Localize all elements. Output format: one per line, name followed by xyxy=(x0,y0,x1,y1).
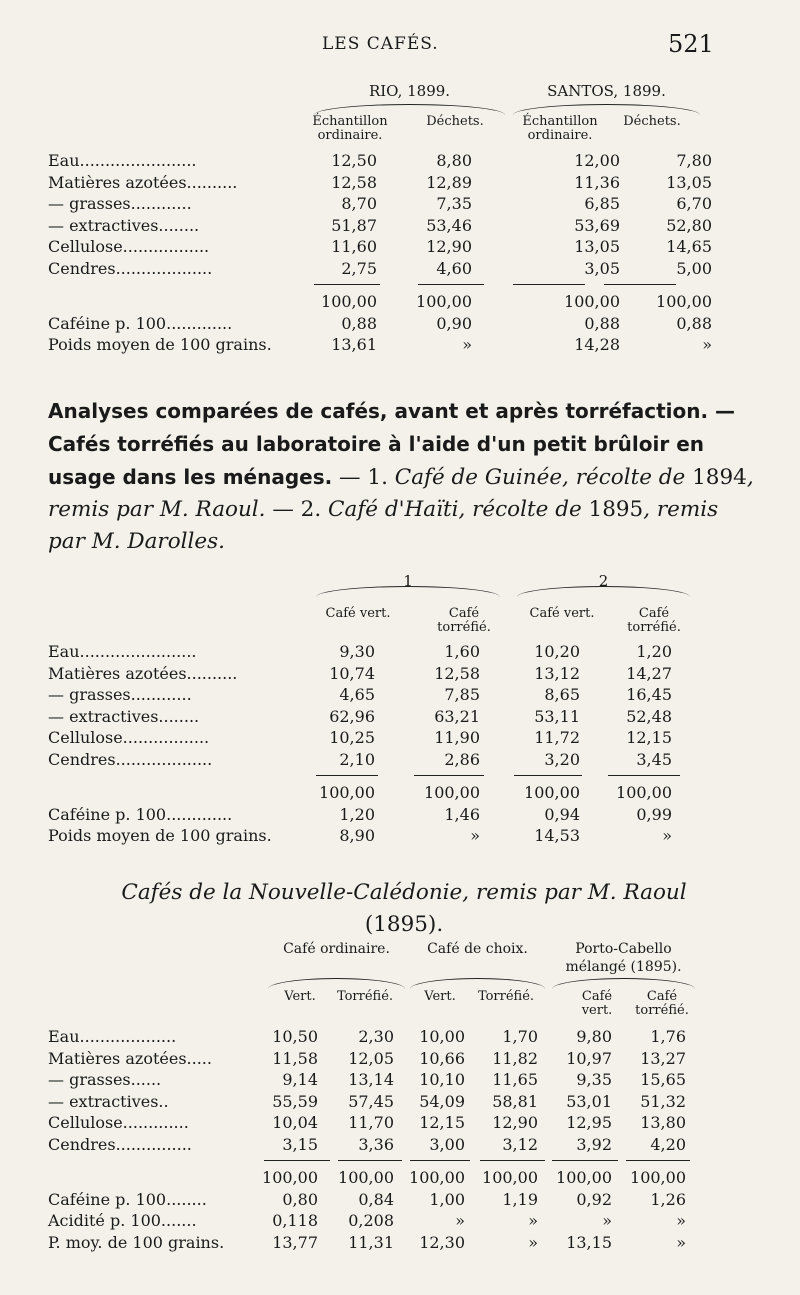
heading-number-2: — 2. xyxy=(265,497,329,522)
table-row xyxy=(0,259,800,279)
table-cell: 11,58 xyxy=(272,1048,318,1068)
table-cell: 10,97 xyxy=(566,1048,612,1068)
extra-row xyxy=(0,1233,800,1253)
heading-number-1: — 1. xyxy=(332,465,395,490)
column-header: Torréfié. xyxy=(336,989,394,1004)
sum-rule xyxy=(316,775,378,776)
table-cell: 2,30 xyxy=(358,1027,394,1046)
table-cell: 12,30 xyxy=(419,1232,465,1252)
table-cell: 2,10 xyxy=(339,749,375,769)
table-cell: 13,05 xyxy=(666,172,712,192)
page-number: 521 xyxy=(668,30,714,58)
sum-rule xyxy=(314,284,380,285)
table-cell: 1,19 xyxy=(502,1189,538,1209)
table-cell: 13,15 xyxy=(566,1232,612,1252)
table-cell: 12,15 xyxy=(626,728,672,747)
heading-italic-1: Café de Guinée, récolte de xyxy=(394,465,693,490)
table-cell: 0,99 xyxy=(636,804,672,824)
table-cell: 100,00 xyxy=(338,1168,394,1187)
table-cell: » xyxy=(470,826,480,845)
table-cell: 13,05 xyxy=(574,237,620,256)
table-cell: 13,12 xyxy=(534,663,580,683)
row-label: Eau................... xyxy=(48,1027,177,1046)
table-cell: 3,00 xyxy=(429,1134,465,1154)
table-cell: 100,00 xyxy=(416,292,472,311)
table-cell: » xyxy=(662,826,672,845)
table-cell: 11,60 xyxy=(331,237,377,256)
table-cell: 10,66 xyxy=(419,1048,465,1068)
table-cell: 3,05 xyxy=(584,258,620,278)
table-cell: 4,60 xyxy=(436,258,472,278)
row-label: Matières azotées.......... xyxy=(48,663,238,683)
table-cell: 53,69 xyxy=(574,215,620,235)
table-cell: 14,27 xyxy=(626,663,672,683)
table-cell: 9,14 xyxy=(282,1070,318,1089)
row-label: Cendres................... xyxy=(48,749,213,769)
row-label: — grasses............ xyxy=(48,685,192,704)
heading-italic-4: , remis par M. Darolles. xyxy=(48,497,719,554)
row-label: Cellulose............. xyxy=(48,1113,189,1132)
column-header: Café torréfié. xyxy=(437,606,491,635)
sum-rule xyxy=(626,1160,690,1161)
table-cell: 3,36 xyxy=(358,1134,394,1154)
row-label: Cellulose................. xyxy=(48,237,210,256)
table-cell: » xyxy=(455,1211,465,1230)
table-cell: 10,74 xyxy=(329,663,375,683)
table-cell: 3,45 xyxy=(636,749,672,769)
column-header: Vert. xyxy=(424,989,456,1004)
table-row xyxy=(0,707,800,727)
heading-italic-3: Café d'Haïti, récolte de xyxy=(328,497,589,522)
page-header xyxy=(0,30,800,64)
table-cell: 3,20 xyxy=(544,749,580,769)
table-cell: 8,65 xyxy=(544,685,580,704)
table-cell: 12,95 xyxy=(566,1113,612,1132)
table-cell: 12,50 xyxy=(331,151,377,170)
table-cell: 12,15 xyxy=(419,1113,465,1132)
table-cell: 13,77 xyxy=(272,1232,318,1252)
table-cell: 1,46 xyxy=(444,804,480,824)
group-header: RIO, 1899. xyxy=(368,82,451,100)
heading-year-2: 1895 xyxy=(588,497,644,522)
column-header: Échantillon ordinaire. xyxy=(522,114,598,143)
sum-rule xyxy=(410,1160,470,1161)
table-cell: 6,85 xyxy=(584,194,620,213)
running-title: LES CAFÉS. xyxy=(322,34,439,54)
table-cell: » xyxy=(676,1232,686,1252)
group-header: Café de choix. xyxy=(427,941,528,957)
table-cell: » xyxy=(602,1211,612,1230)
table-cell: 54,09 xyxy=(419,1091,465,1111)
column-header: Café vert. xyxy=(581,989,613,1018)
table-cell: 14,65 xyxy=(666,237,712,256)
table-cell: 12,90 xyxy=(426,237,472,256)
table-cell: 0,88 xyxy=(584,313,620,333)
table-cell: 0,84 xyxy=(358,1189,394,1209)
table-cell: 11,72 xyxy=(534,728,580,747)
table-cell: 14,53 xyxy=(534,826,580,845)
table-cell: 100,00 xyxy=(262,1168,318,1187)
heading2-text: Cafés de la Nouvelle-Calédonie, remis par M. Raoul xyxy=(121,880,687,905)
sum-rule xyxy=(514,775,582,776)
group-brace xyxy=(410,978,545,989)
table-cell: 63,21 xyxy=(434,706,480,726)
table-cell: 2,75 xyxy=(341,258,377,278)
table-cell: 0,208 xyxy=(348,1211,394,1230)
sum-rule xyxy=(552,1160,618,1161)
table-row xyxy=(0,194,800,214)
table-cell: 0,118 xyxy=(272,1211,318,1230)
table-cell: 0,94 xyxy=(544,804,580,824)
extra-row xyxy=(0,1211,800,1231)
sum-rule xyxy=(608,775,680,776)
row-label: Cellulose................. xyxy=(48,728,210,747)
table-cell: 9,80 xyxy=(576,1027,612,1046)
table-cell: 10,25 xyxy=(329,728,375,747)
table-cell: 1,76 xyxy=(650,1027,686,1046)
row-label: Matières azotées.......... xyxy=(48,172,238,192)
table-cell: 12,58 xyxy=(434,663,480,683)
table-row xyxy=(0,237,800,257)
extra-row xyxy=(0,335,800,355)
table-cell: 11,65 xyxy=(492,1070,538,1089)
table-cell: 100,00 xyxy=(321,292,377,311)
total-row xyxy=(0,292,800,312)
table-cell: 55,59 xyxy=(272,1091,318,1111)
table-cell: 100,00 xyxy=(409,1168,465,1187)
column-header: Torréfié. xyxy=(477,989,535,1004)
table-row xyxy=(0,151,800,171)
table-cell: 51,32 xyxy=(640,1091,686,1111)
table-cell: 0,90 xyxy=(436,313,472,333)
row-label: — extractives.. xyxy=(48,1091,169,1111)
table-cell: 11,90 xyxy=(434,728,480,747)
table-row xyxy=(0,685,800,705)
table-cell: 100,00 xyxy=(564,292,620,311)
table-cell: 100,00 xyxy=(630,1168,686,1187)
row-label: Caféine p. 100............. xyxy=(48,804,233,824)
table-cell: » xyxy=(462,335,472,354)
row-label: Poids moyen de 100 grains. xyxy=(48,826,272,845)
table-cell: 12,90 xyxy=(492,1113,538,1132)
table-cell: 1,60 xyxy=(444,642,480,661)
extra-row xyxy=(0,826,800,846)
row-label: Eau....................... xyxy=(48,642,197,661)
row-label: Eau....................... xyxy=(48,151,197,170)
group-brace xyxy=(268,978,405,989)
table-row xyxy=(0,728,800,748)
row-label: Acidité p. 100....... xyxy=(48,1211,197,1230)
sum-rule xyxy=(414,775,484,776)
group-header: 2 xyxy=(598,572,609,590)
total-row xyxy=(0,783,800,803)
sum-rule xyxy=(513,284,585,285)
section-heading-2 xyxy=(48,877,760,941)
sum-rule xyxy=(480,1160,545,1161)
table-cell: » xyxy=(528,1211,538,1230)
table-row xyxy=(0,1135,800,1155)
table-cell: 8,70 xyxy=(341,194,377,213)
group-header: SANTOS, 1899. xyxy=(547,82,666,100)
table-cell: 0,80 xyxy=(282,1189,318,1209)
group-header: Porto-Cabello mélangé (1895). xyxy=(565,941,682,975)
row-label: — extractives........ xyxy=(48,215,200,235)
table-cell: 53,11 xyxy=(534,706,580,726)
table-cell: 1,20 xyxy=(339,804,375,824)
table-cell: 1,20 xyxy=(636,642,672,661)
table-cell: 0,92 xyxy=(576,1189,612,1209)
table-cell: 13,61 xyxy=(331,335,377,354)
group-header: 1 xyxy=(403,572,413,590)
table-row xyxy=(0,1070,800,1090)
extra-row xyxy=(0,805,800,825)
table-cell: 11,36 xyxy=(574,172,620,192)
table-row xyxy=(0,642,800,662)
table-cell: 10,10 xyxy=(419,1070,465,1089)
table-cell: 11,82 xyxy=(492,1048,538,1068)
row-label: Caféine p. 100............. xyxy=(48,313,233,333)
row-label: Matières azotées..... xyxy=(48,1048,212,1068)
sum-rule xyxy=(604,284,676,285)
column-header: Café vert. xyxy=(325,606,391,621)
table-row xyxy=(0,1092,800,1112)
table-cell: 13,80 xyxy=(640,1113,686,1132)
extra-row xyxy=(0,314,800,334)
table-cell: 62,96 xyxy=(329,706,375,726)
table-cell: 8,80 xyxy=(436,151,472,170)
table-cell: 2,86 xyxy=(444,749,480,769)
row-label: Poids moyen de 100 grains. xyxy=(48,335,272,354)
row-label: Caféine p. 100........ xyxy=(48,1189,207,1209)
table-cell: 6,70 xyxy=(676,194,712,213)
heading-bold: Analyses comparées de cafés, avant et après torréfaction. — Cafés torréfiés au laboratoire à l'aide d'un petit brûloir en usage dans les ménages. xyxy=(48,399,736,489)
total-row xyxy=(0,1168,800,1188)
table-cell: 14,28 xyxy=(574,335,620,354)
row-label: P. moy. de 100 grains. xyxy=(48,1232,225,1252)
table-row xyxy=(0,664,800,684)
table-cell: 52,80 xyxy=(666,215,712,235)
table-cell: 1,26 xyxy=(650,1189,686,1209)
group-brace xyxy=(552,978,695,989)
table-cell: 10,00 xyxy=(419,1027,465,1046)
table-cell: 13,14 xyxy=(348,1070,394,1089)
row-label: — extractives........ xyxy=(48,706,200,726)
column-header: Déchets. xyxy=(426,114,484,129)
table-cell: 12,05 xyxy=(348,1048,394,1068)
row-label: — grasses...... xyxy=(48,1070,162,1089)
heading-year-1: 1894 xyxy=(692,465,747,490)
table-cell: 5,00 xyxy=(676,258,712,278)
sum-rule xyxy=(418,284,484,285)
table-cell: 7,80 xyxy=(676,151,712,170)
table-cell: 9,30 xyxy=(339,642,375,661)
row-label: Cendres................... xyxy=(48,258,213,278)
table-cell: 0,88 xyxy=(341,313,377,333)
column-header: Café torréfié. xyxy=(635,989,689,1018)
sum-rule xyxy=(264,1160,330,1161)
sum-rule xyxy=(338,1160,402,1161)
table-cell: 15,65 xyxy=(640,1070,686,1089)
column-header: Café torréfié. xyxy=(627,606,681,635)
table-cell: 10,20 xyxy=(534,642,580,661)
table-row xyxy=(0,216,800,236)
table-cell: 100,00 xyxy=(556,1168,612,1187)
table-cell: 12,89 xyxy=(426,172,472,192)
section-heading xyxy=(48,395,760,558)
column-header: Vert. xyxy=(284,989,316,1004)
table-row xyxy=(0,1027,800,1047)
group-header: Café ordinaire. xyxy=(283,941,390,957)
table-cell: » xyxy=(528,1232,538,1252)
table-cell: 3,12 xyxy=(502,1134,538,1154)
table-cell: 57,45 xyxy=(348,1091,394,1111)
table-cell: 4,65 xyxy=(339,685,375,704)
table-cell: 100,00 xyxy=(482,1168,538,1187)
column-header: Déchets. xyxy=(623,114,681,129)
table-cell: 7,85 xyxy=(444,685,480,704)
table-cell: 11,70 xyxy=(348,1113,394,1132)
table-cell: 10,50 xyxy=(272,1027,318,1046)
table-cell: 7,35 xyxy=(436,194,472,213)
table-cell: 10,04 xyxy=(272,1113,318,1132)
table-cell: » xyxy=(676,1211,686,1230)
row-label: Cendres............... xyxy=(48,1134,192,1154)
table-cell: 0,88 xyxy=(676,313,712,333)
table-row xyxy=(0,173,800,193)
heading-italic-2: , remis par M. Raoul. xyxy=(48,465,754,522)
table-cell: 53,46 xyxy=(426,215,472,235)
table-cell: 3,92 xyxy=(576,1134,612,1154)
table-cell: 52,48 xyxy=(626,706,672,726)
table-cell: 13,27 xyxy=(640,1048,686,1068)
table-cell: 1,70 xyxy=(502,1027,538,1046)
table-row xyxy=(0,750,800,770)
table-row xyxy=(0,1113,800,1133)
extra-row xyxy=(0,1190,800,1210)
column-header: Café vert. xyxy=(529,606,595,621)
table-cell: 11,31 xyxy=(348,1232,394,1252)
table-cell: 9,35 xyxy=(576,1070,612,1089)
table-cell: 100,00 xyxy=(656,292,712,311)
table-cell: 51,87 xyxy=(331,215,377,235)
row-label: — grasses............ xyxy=(48,194,192,213)
table-cell: 3,15 xyxy=(282,1134,318,1154)
table-cell: 100,00 xyxy=(524,783,580,802)
column-header: Échantillon ordinaire. xyxy=(312,114,388,143)
table-cell: 8,90 xyxy=(339,826,375,845)
table-cell: 58,81 xyxy=(492,1091,538,1111)
heading2-year: (1895). xyxy=(364,912,444,937)
table-row xyxy=(0,1049,800,1069)
table-cell: 100,00 xyxy=(319,783,375,802)
table-cell: 4,20 xyxy=(650,1134,686,1154)
table-cell: 12,58 xyxy=(331,172,377,192)
table-cell: 100,00 xyxy=(424,783,480,802)
table-cell: 53,01 xyxy=(566,1091,612,1111)
table-cell: 1,00 xyxy=(429,1189,465,1209)
table-cell: 100,00 xyxy=(616,783,672,802)
table-cell: » xyxy=(702,335,712,354)
table-cell: 16,45 xyxy=(626,685,672,704)
table-cell: 12,00 xyxy=(574,151,620,170)
